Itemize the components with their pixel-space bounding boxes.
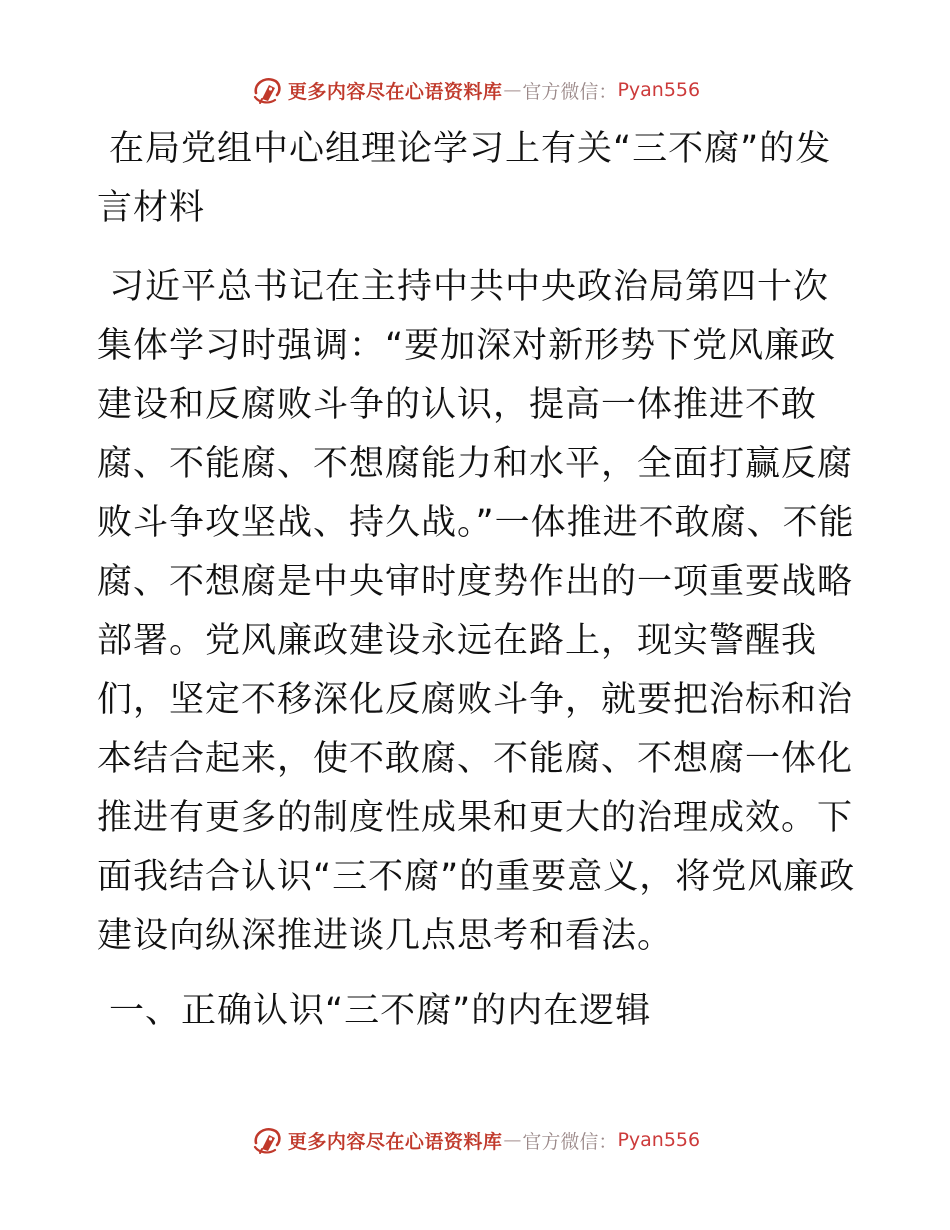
watermark-separator: — bbox=[503, 79, 522, 101]
watermark-separator: — bbox=[503, 1129, 522, 1151]
header-watermark bbox=[0, 70, 950, 110]
watermark-account: Pyan556 bbox=[617, 1129, 701, 1151]
watermark-brand: 更多内容尽在心语资料库 bbox=[287, 80, 503, 103]
footer-watermark bbox=[0, 1120, 950, 1160]
pen-nib-swirl-icon bbox=[250, 73, 284, 107]
watermark-account: Pyan556 bbox=[617, 79, 701, 101]
section-heading-1: 一、正确认识“三不腐”的内在逻辑 bbox=[109, 991, 652, 1031]
watermark-wechat-label: 官方微信： bbox=[522, 1130, 618, 1153]
watermark-brand: 更多内容尽在心语资料库 bbox=[287, 1130, 503, 1153]
pen-nib-swirl-icon bbox=[250, 1123, 284, 1157]
intro-paragraph: 习近平总书记在主持中共中央政治局第四十次集体学习时强调：“要加深对新形势下党风廉政建设和反腐败斗争的认识，提高一体推进不敢腐、不能腐、不想腐能力和水平，全面打赢反腐败斗争攻坚战、持久战。”一体推进不敢腐、不能腐、不想腐是中央审时度势作出的一项重要战略部署。党风廉政建设永远在路上，现实警醒我们，坚定不移深化反腐败斗争，就要把治标和治本结合起来，使不敢腐、不能腐、不想腐一体化推进有更多的制度性成果和更大的治理成效。下面我结合认识“三不腐”的重要意义，将党风廉政建设向纵深推进谈几点思考和看法。 bbox=[97, 267, 856, 956]
document-body bbox=[97, 120, 857, 1041]
document-title: 在局党组中心组理论学习上有关“三不腐”的发言材料 bbox=[97, 129, 832, 228]
watermark-wechat-label: 官方微信： bbox=[522, 80, 618, 103]
